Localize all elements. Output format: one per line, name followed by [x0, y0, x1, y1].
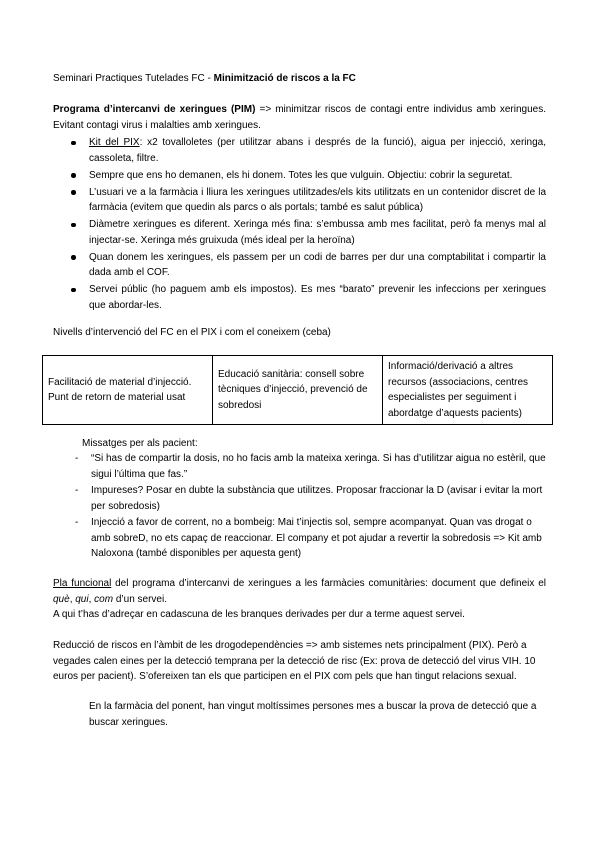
pla-italic-qui: qui	[75, 593, 89, 605]
pla-text-end: d’un servei.	[113, 593, 167, 605]
list-item	[53, 483, 546, 514]
list-item	[53, 185, 546, 216]
list-item-text: “Si has de compartir la dosis, no ho facis amb la mateixa xeringa. Si has d’utilitzar aigua no estèril, que sigui l’última que fas.”	[91, 453, 546, 480]
list-item-text: Sempre que ens ho demanen, els hi donem. Totes les que vulguin. Objectiu: cobrir la seguretat.	[89, 169, 513, 181]
pla-funcional-label: Pla funcional	[53, 578, 112, 589]
pim-bullet-list	[53, 135, 546, 315]
bullet-icon	[71, 288, 76, 293]
bullet-icon	[71, 141, 76, 146]
table-cell: Informació/derivació a altres recursos (associacions, centres especialistes per seguiment i abordatge d’aquests pacients)	[383, 356, 553, 425]
farmacia-paragraph: En la farmàcia del ponent, han vingut moltíssimes persones mes a buscar la prova de detecció que a buscar xeringues.	[89, 701, 537, 728]
list-item	[53, 135, 546, 166]
list-item	[53, 515, 546, 562]
intervention-levels-table	[42, 355, 553, 425]
list-item	[53, 250, 546, 281]
pla-italic-com: com	[94, 593, 114, 605]
table-cell: Facilitació de material d’injecció. Punt de retorn de material usat	[43, 356, 213, 425]
list-item-text: Diàmetre xeringues es diferent. Xeringa més fina: s’embussa amb mes facilitat, però fa menys mal al injectar-se. Xeringa més gruixuda (més ideal per la heroïna)	[89, 219, 546, 246]
pim-description: => minimitzar riscos de contagi entre individus amb xeringues. Evitant contagi virus i malalties amb xeringues.	[53, 104, 546, 131]
kit-label: Kit del PIX	[89, 137, 140, 148]
list-item-text: : x2 tovalloletes (per utilitzar abans i després de la funció), aigua per injecció, xeringa, cassoleta, filtre.	[89, 137, 546, 164]
pla-italic-que: què	[53, 593, 70, 605]
table-cell: Educació sanitària: consell sobre tècniques d’injecció, prevenció de sobredosi	[213, 356, 383, 425]
dash-marker: -	[75, 485, 79, 497]
list-item-text: L’usuari ve a la farmàcia i lliura les xeringues utilitzades/els kits utilitzats en un contenidor discret de la farmàcia (evitem que quedin als parcs o als portals; també es salut pública)	[89, 186, 546, 214]
bullet-icon	[71, 223, 76, 228]
pla-second-line: A qui t’has d’adreçar en cadascuna de les branques derivades per dur a terme aquest servei.	[53, 609, 465, 620]
list-item-text: Quan donem les xeringues, els passem per un codi de barres per dur una comptabilitat i compartir la dada amb el COF.	[89, 251, 546, 279]
pla-text: del programa d’intercanvi de xeringues a les farmàcies comunitàries: document que defineix el	[111, 578, 546, 589]
dash-marker: -	[75, 517, 79, 529]
heading-prefix: Seminari Practiques Tutelades FC -	[53, 73, 214, 84]
pim-intro-paragraph	[53, 102, 546, 133]
list-item-text: Impureses? Posar en dubte la substància que utilitzes. Proposar fraccionar la D (avisar i evitar la mort per sobredosis)	[91, 485, 543, 512]
list-item	[53, 451, 546, 482]
pla-funcional-paragraph	[53, 576, 546, 623]
bullet-icon	[71, 173, 76, 178]
missatges-list	[53, 451, 546, 563]
list-item-text: Injecció a favor de corrent, no a bombeig: Mai t’injectis sol, sempre acompanyat. Quan vas drogat o amb sobreD, no ets capaç de reaccionar. El company et pot ajudar a revertir la sobredosis => Kit amb Naloxona (també disponibles per aquesta gent)	[91, 517, 542, 560]
list-item	[53, 282, 546, 313]
missatges-title: Missatges per als pacient:	[82, 438, 198, 449]
list-item	[53, 217, 546, 248]
bullet-icon	[71, 255, 76, 260]
pim-title: Programa d’intercanvi de xeringues (PIM)	[53, 104, 256, 115]
reduccio-paragraph: Reducció de riscos en l’àmbit de les drogodependències => amb sistemes nets principalment (PIX). Però a vegades calen eines per la detecció temprana per la detecció de risc (Ex: prova de detecció del virus VIH. 10 euros per pacient). S’ofereixen tan els que participen en el PIX com pels que han tingut relacions sexual.	[53, 640, 536, 682]
heading-title: Minimització de riscos a la FC	[213, 73, 356, 84]
list-item	[53, 168, 546, 184]
bullet-icon	[71, 190, 76, 195]
document-heading	[53, 71, 546, 87]
dash-marker: -	[75, 453, 79, 464]
pla-separator: ,	[69, 593, 76, 605]
nivells-paragraph: Nivells d’intervenció del FC en el PIX i com el coneixem (ceba)	[53, 327, 331, 338]
pla-separator: ,	[88, 593, 95, 605]
table-row	[43, 356, 553, 425]
list-item-text: Servei públic (ho paguem amb els impostos). Es mes “barato” prevenir les infeccions per xeringues que abordar-les.	[89, 284, 546, 311]
